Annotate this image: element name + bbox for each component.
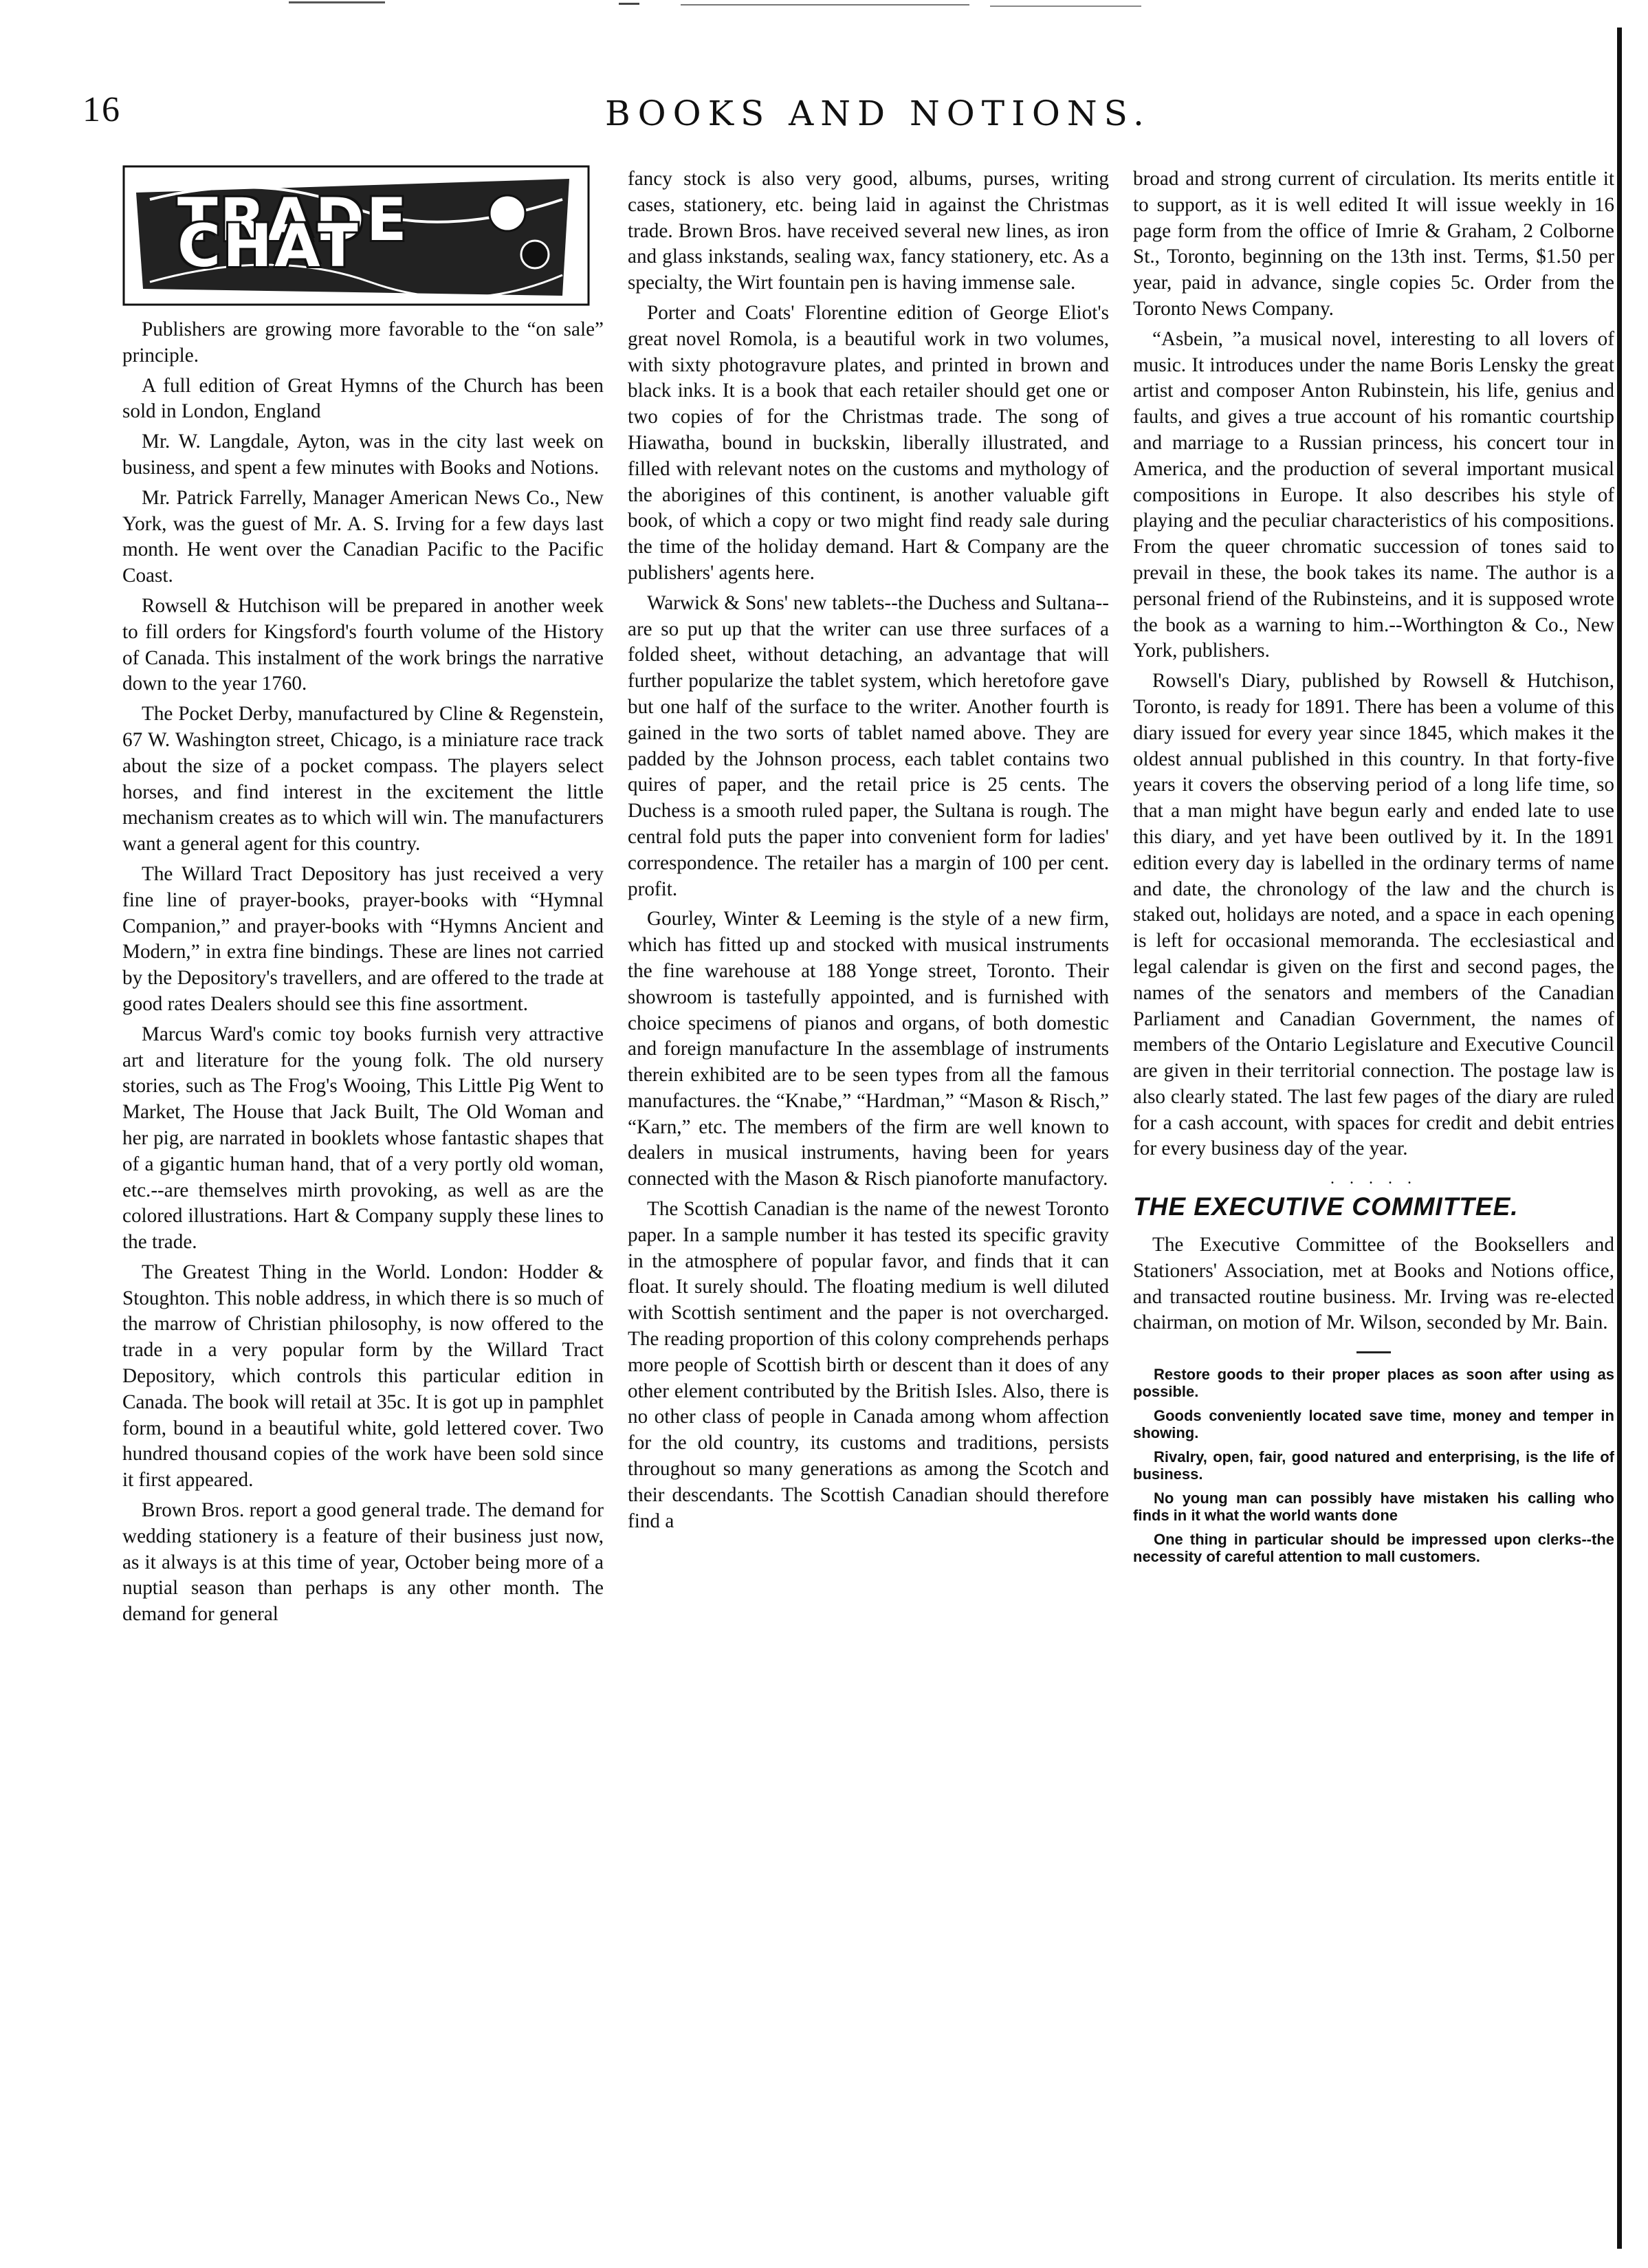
maxims-list — [1133, 1366, 1614, 1565]
article-paragraph: The Scottish Canadian is the name of the newest Toronto paper. In a sample number it has tested its specific gravity in the atmosphere of popular favor, and finds that it can float. It surely should. The floating medium is well diluted with Scottish sentiment and the paper is not overcharged. The reading proportion of this colony comprehends perhaps more people of Scottish birth or descent than it does of any other element contributed by the British Isles. Also, there is no other class of people in Canada among whom affection for the old country, its customs and traditions, persists throughout so many generations as among the Scotch and their descendants. The Scottish Canadian should therefore find a — [628, 1198, 1109, 1532]
banner-title: TRADE CHAT — [177, 186, 409, 281]
article-paragraph: Porter and Coats' Florentine edition of George Eliot's great novel Romola, is a beautiful work in two volumes, with sixty photogravure plates, and printed in brown and black inks. It is a book that each retailer should get one or two copies of for the Christmas trade. The song of Hiawatha, bound in buckskin, liberally illustrated, and filled with relevant notes on the customs and mythology of the aborigines of this continent, is another valuable gift book, of which a copy or two might find ready sale during the time of the holiday demand. Hart & Company are the publishers' agents here. — [628, 301, 1109, 584]
article-paragraph: “Asbein, ”a musical novel, interesting to all lovers of music. It introduces under the name Boris Lensky the great artist and composer Anton Rubinstein, his life, genius and faults, and gives a true account of his romantic courtship and marriage to a Russian princess, his concert tour in America, and the production of several important musical compositions in Europe. It also describes his style of playing and the peculiar characteristics of his compositions. From the queer chromatic succession of tones said to prevail in these, the book takes its name. The author is a personal friend of the Rubinsteins, and it is supposed wrote the book as a warning to him.--Worthington & Co., New York, publishers. — [1133, 327, 1614, 662]
column-3 — [1133, 166, 1614, 2236]
maxim-item: Goods conveniently located save time, money and temper in showing. — [1133, 1407, 1614, 1442]
article-paragraph: The Willard Tract Depository has just received a very fine line of prayer-books, prayer-books with “Hymnal Companion,” and prayer-books with “Hymns Ancient and Modern,” in extra fine bindings. These are lines not carried by the Depository's travellers, and are offered to the trade at good rates Dealers should see this fine assortment. — [122, 862, 604, 1015]
article-paragraph: The Greatest Thing in the World. London: Hodder & Stoughton. This noble address, in which there is so much of the marrow of Christian philosophy, is now offered to the trade in a very popular form by the Willard Tract Depository, which controls this particular edition in Canada. The book will retail at 35c. It is got up in pamphlet form, bound in a beautiful white, gold lettered cover. Two hundred thousand copies of the work have been sold since it first appeared. — [122, 1261, 604, 1492]
running-title: BOOKS AND NOTIONS. — [605, 94, 1151, 133]
article-paragraph: Brown Bros. report a good general trade. The demand for wedding stationery is a feature of their business just now, as it always is at this time of year, October being more of a nuptial season than perhaps is any other month. The demand for general — [122, 1499, 604, 1626]
trade-chat-banner — [122, 165, 590, 306]
maxim-item: No young man can possibly have mistaken his calling who finds in it what the world wants done — [1133, 1490, 1614, 1525]
column-2 — [628, 166, 1109, 2236]
column-1 — [122, 165, 604, 2235]
divider-rule — [1356, 1351, 1391, 1353]
article-paragraph: A full edition of Great Hymns of the Church has been sold in London, England — [122, 374, 604, 423]
article-paragraph: Mr. Patrick Farrelly, Manager American News Co., New York, was the guest of Mr. A. S. Irving for a few days last month. He went over the Canadian Pacific to the Pacific Coast. — [122, 486, 604, 587]
article-paragraph: broad and strong current of circulation. Its merits entitle it to support, as it is well edited It will issue weekly in 16 page form from the office of Imrie & Graham, 2 Colborne St., Toronto, beginning on the 13th inst. Terms, $1.50 per year, paid in advance, single copies 5c. Order from the Toronto News Company. — [1133, 168, 1614, 320]
article-paragraph: Mr. W. Langdale, Ayton, was in the city last week on business, and spent a few minutes with Books and Notions. — [122, 430, 604, 479]
article-paragraph: Rowsell's Diary, published by Rowsell & Hutchison, Toronto, is ready for 1891. There has been a volume of this diary issued for every year since 1845, which makes it the oldest annual published in this country. In that forty-five years it covers the observing period of a long life time, so that a man might have begun early and ended late to use this diary, and yet have been outlived by it. In the 1891 edition every day is labelled in the ordinary terms of name and date, the chronology of the law and the church is staked out, holidays are noted, and a space in each opening is left for occasional memoranda. The ecclesiastical and legal calendar is given on the first and second pages, the names of the senators and members of the Canadian Parliament and Canadian Government, the names of members of the Ontario Legislature and Executive Council are given in their territorial connection. The postage law is also clearly stated. The last few pages of the diary are ruled for a cash account, with spaces for credit and debit entries for every business day of the year. — [1133, 670, 1614, 1160]
page-edge-rule — [1617, 28, 1622, 2249]
section-heading: THE EXECUTIVE COMMITTEE. — [1133, 1192, 1519, 1221]
article-paragraph: Publishers are growing more favorable to the “on sale” principle. — [122, 318, 604, 367]
page-number: 16 — [83, 90, 121, 129]
maxim-item: Rivalry, open, fair, good natured and enterprising, is the life of business. — [1133, 1448, 1614, 1483]
page-header — [83, 89, 1561, 144]
maxim-item: One thing in particular should be impressed upon clerks--the necessity of careful attention to mall customers. — [1133, 1531, 1614, 1566]
print-artifact — [0, 0, 1648, 15]
article-paragraph: The Pocket Derby, manufactured by Cline & Regenstein, 67 W. Washington street, Chicago, is a miniature race track about the size of a pocket compass. The players select horses, and find interest in the excitement the little mechanism creates as to which will win. The manufacturers want a general agent for this country. — [122, 703, 604, 855]
article-paragraph: The Executive Committee of the Booksellers and Stationers' Association, met at Books and Notions office, and transacted routine business. Mr. Irving was re-elected chairman, on motion of Mr. Wilson, seconded by Mr. Bain. — [1133, 1234, 1614, 1334]
maxim-item: Restore goods to their proper places as soon after using as possible. — [1133, 1366, 1614, 1401]
article-paragraph: Warwick & Sons' new tablets--the Duchess and Sultana--are so put up that the writer can use three surfaces of a folded sheet, without detaching, an advantage that will further popularize the tablet system, which heretofore gave but one half of the surface to the writer. Another fourth is gained in the two sorts of tablet named above. They are padded by the Johnson process, each tablet contains two quires of paper, and the retail price is 25 cents. The Duchess is a smooth ruled paper, the Sultana is rough. The central fold puts the paper into convenient form for ladies' correspondence. The retailer has a margin of 100 per cent. profit. — [628, 591, 1109, 900]
article-paragraph: Gourley, Winter & Leeming is the style of a new firm, which has fitted up and stocked with musical instruments the fine warehouse at 188 Yonge street, Toronto. Their showroom is tastefully appointed, and is furnished with choice specimens of pianos and organs, of both domestic and foreign manufacture In the assemblage of instruments therein exhibited are to be seen types from all the famous manufactures. the “Knabe,” “Hardman,” “Mason & Risch,” “Karn,” etc. The members of the firm are well known to dealers in musical instruments, having been for years connected with the Mason & Risch pianoforte manufactory. — [628, 908, 1109, 1190]
article-paragraph: Rowsell & Hutchison will be prepared in another week to fill orders for Kingsford's fourth volume of the History of Canada. This instalment of the work brings the narrative down to the year 1760. — [122, 594, 604, 695]
article-paragraph: fancy stock is also very good, albums, purses, writing cases, stationery, etc. being laid in against the Christmas trade. Brown Bros. have received several new lines, as iron and glass inkstands, sealing wax, fancy stationery, etc. As a specialty, the Wirt fountain pen is having immense sale. — [628, 168, 1109, 294]
article-paragraph: Marcus Ward's comic toy books furnish very attractive art and literature for the young folk. The old nursery stories, such as The Frog's Wooing, This Little Pig Went to Market, The House that Jack Built, The Old Woman and her pig, are narrated in booklets whose fantastic shapes that of a gigantic human hand, that of a very portly old woman, etc.--are themselves mirth provoking, as well as are the colored illustrations. Hart & Company supply these lines to the trade. — [122, 1023, 604, 1254]
section-divider: . . . . . — [1330, 1170, 1417, 1188]
